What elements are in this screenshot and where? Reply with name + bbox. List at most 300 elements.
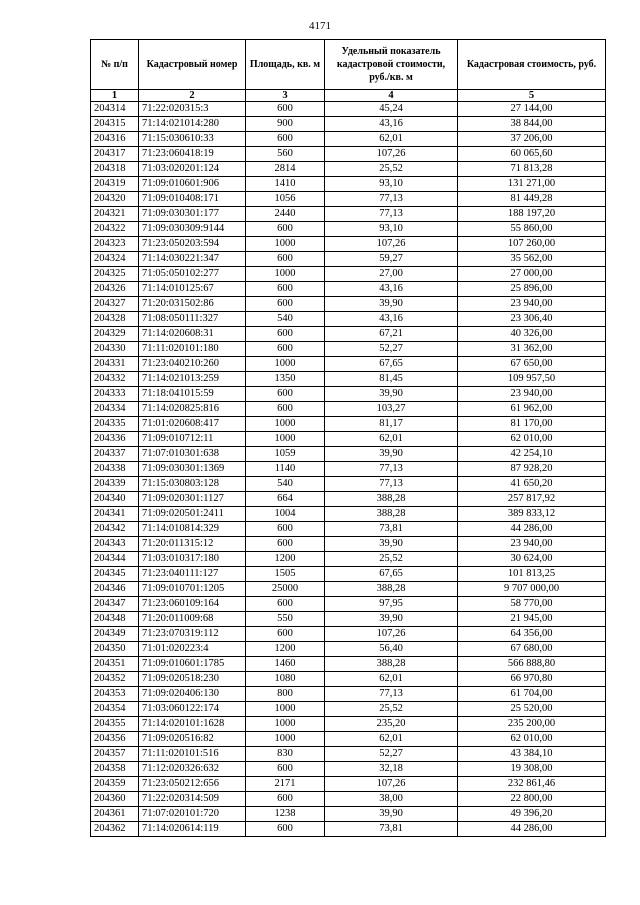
cadastral-cost-cell: 43 384,10 xyxy=(458,747,606,762)
table-row xyxy=(91,102,606,117)
table-row xyxy=(91,627,606,642)
cadastral-cost-cell: 71 813,28 xyxy=(458,162,606,177)
cadastral-number-cell: 71:14:030221:347 xyxy=(139,252,246,267)
table-row xyxy=(91,492,606,507)
table-row xyxy=(91,402,606,417)
unit-rate-cell: 73,81 xyxy=(325,522,458,537)
cadastral-number-cell: 71:20:011315:12 xyxy=(139,537,246,552)
cadastral-cost-cell: 23 306,40 xyxy=(458,312,606,327)
cadastral-cost-cell: 66 970,80 xyxy=(458,672,606,687)
cadastral-number-cell: 71:09:020301:1127 xyxy=(139,492,246,507)
header-row-number: № п/п xyxy=(91,40,139,90)
row-number-cell: 204326 xyxy=(91,282,139,297)
unit-rate-cell: 39,90 xyxy=(325,447,458,462)
row-number-cell: 204346 xyxy=(91,582,139,597)
area-cell: 600 xyxy=(246,387,325,402)
cadastral-number-cell: 71:15:030803:128 xyxy=(139,477,246,492)
header-cadastral-cost: Кадастровая стоимость, руб. xyxy=(458,40,606,90)
area-cell: 1505 xyxy=(246,567,325,582)
table-row xyxy=(91,282,606,297)
cadastral-number-cell: 71:12:020326:632 xyxy=(139,762,246,777)
area-cell: 600 xyxy=(246,762,325,777)
cadastral-number-cell: 71:03:010317:180 xyxy=(139,552,246,567)
row-number-cell: 204338 xyxy=(91,462,139,477)
table-row xyxy=(91,582,606,597)
area-cell: 2440 xyxy=(246,207,325,222)
cadastral-number-cell: 71:14:020825:816 xyxy=(139,402,246,417)
cadastral-cost-cell: 188 197,20 xyxy=(458,207,606,222)
row-number-cell: 204329 xyxy=(91,327,139,342)
column-number-row xyxy=(91,90,606,102)
row-number-cell: 204330 xyxy=(91,342,139,357)
cadastral-number-cell: 71:23:060109:164 xyxy=(139,597,246,612)
cadastral-number-cell: 71:20:031502:86 xyxy=(139,297,246,312)
table-row xyxy=(91,537,606,552)
cadastral-number-cell: 71:15:030610:33 xyxy=(139,132,246,147)
row-number-cell: 204357 xyxy=(91,747,139,762)
cadastral-number-cell: 71:23:050203:594 xyxy=(139,237,246,252)
cadastral-cost-cell: 232 861,46 xyxy=(458,777,606,792)
row-number-cell: 204339 xyxy=(91,477,139,492)
unit-rate-cell: 52,27 xyxy=(325,342,458,357)
cadastral-cost-cell: 23 940,00 xyxy=(458,297,606,312)
row-number-cell: 204333 xyxy=(91,387,139,402)
unit-rate-cell: 235,20 xyxy=(325,717,458,732)
row-number-cell: 204324 xyxy=(91,252,139,267)
row-number-cell: 204317 xyxy=(91,147,139,162)
unit-rate-cell: 39,90 xyxy=(325,537,458,552)
cadastral-number-cell: 71:18:041015:59 xyxy=(139,387,246,402)
unit-rate-cell: 39,90 xyxy=(325,807,458,822)
cadastral-cost-cell: 62 010,00 xyxy=(458,732,606,747)
cadastral-cost-cell: 22 800,00 xyxy=(458,792,606,807)
unit-rate-cell: 107,26 xyxy=(325,147,458,162)
cadastral-cost-cell: 30 624,00 xyxy=(458,552,606,567)
table-row xyxy=(91,717,606,732)
header-cadastral-number: Кадастровый номер xyxy=(139,40,246,90)
unit-rate-cell: 67,65 xyxy=(325,567,458,582)
table-row xyxy=(91,777,606,792)
row-number-cell: 204334 xyxy=(91,402,139,417)
cadastral-number-cell: 71:14:021013:259 xyxy=(139,372,246,387)
cadastral-cost-cell: 40 326,00 xyxy=(458,327,606,342)
area-cell: 1200 xyxy=(246,552,325,567)
unit-rate-cell: 388,28 xyxy=(325,507,458,522)
cadastral-cost-cell: 62 010,00 xyxy=(458,432,606,447)
cadastral-cost-cell: 566 888,80 xyxy=(458,657,606,672)
area-cell: 1140 xyxy=(246,462,325,477)
row-number-cell: 204318 xyxy=(91,162,139,177)
cadastral-cost-cell: 81 170,00 xyxy=(458,417,606,432)
header-unit-rate: Удельный показатель кадастровой стоимости, руб./кв. м xyxy=(325,40,458,90)
unit-rate-cell: 56,40 xyxy=(325,642,458,657)
area-cell: 600 xyxy=(246,537,325,552)
header-area: Площадь, кв. м xyxy=(246,40,325,90)
row-number-cell: 204337 xyxy=(91,447,139,462)
unit-rate-cell: 25,52 xyxy=(325,702,458,717)
cadastral-cost-cell: 101 813,25 xyxy=(458,567,606,582)
area-cell: 1000 xyxy=(246,702,325,717)
table-row xyxy=(91,732,606,747)
cadastral-cost-cell: 23 940,00 xyxy=(458,387,606,402)
row-number-cell: 204345 xyxy=(91,567,139,582)
cadastral-number-cell: 71:09:030301:1369 xyxy=(139,462,246,477)
cadastral-number-cell: 71:14:010814:329 xyxy=(139,522,246,537)
row-number-cell: 204336 xyxy=(91,432,139,447)
row-number-cell: 204361 xyxy=(91,807,139,822)
row-number-cell: 204316 xyxy=(91,132,139,147)
cadastral-number-cell: 71:14:010125:67 xyxy=(139,282,246,297)
row-number-cell: 204320 xyxy=(91,192,139,207)
table-row xyxy=(91,477,606,492)
table-row xyxy=(91,237,606,252)
column-number: 4 xyxy=(325,90,458,102)
row-number-cell: 204348 xyxy=(91,612,139,627)
area-cell: 600 xyxy=(246,402,325,417)
area-cell: 600 xyxy=(246,822,325,837)
row-number-cell: 204323 xyxy=(91,237,139,252)
unit-rate-cell: 39,90 xyxy=(325,387,458,402)
cadastral-cost-cell: 58 770,00 xyxy=(458,597,606,612)
area-cell: 600 xyxy=(246,342,325,357)
unit-rate-cell: 81,45 xyxy=(325,372,458,387)
unit-rate-cell: 43,16 xyxy=(325,282,458,297)
unit-rate-cell: 45,24 xyxy=(325,102,458,117)
table-row xyxy=(91,612,606,627)
cadastral-number-cell: 71:08:050111:327 xyxy=(139,312,246,327)
table-row xyxy=(91,342,606,357)
table-row xyxy=(91,567,606,582)
area-cell: 25000 xyxy=(246,582,325,597)
cadastral-number-cell: 71:09:010601:1785 xyxy=(139,657,246,672)
table-row xyxy=(91,117,606,132)
area-cell: 1004 xyxy=(246,507,325,522)
cadastral-number-cell: 71:05:050102:277 xyxy=(139,267,246,282)
cadastral-cost-cell: 61 704,00 xyxy=(458,687,606,702)
table-row xyxy=(91,597,606,612)
area-cell: 1000 xyxy=(246,267,325,282)
row-number-cell: 204315 xyxy=(91,117,139,132)
table-row xyxy=(91,177,606,192)
area-cell: 1000 xyxy=(246,717,325,732)
row-number-cell: 204349 xyxy=(91,627,139,642)
area-cell: 600 xyxy=(246,327,325,342)
row-number-cell: 204359 xyxy=(91,777,139,792)
row-number-cell: 204328 xyxy=(91,312,139,327)
cadastral-number-cell: 71:23:040111:127 xyxy=(139,567,246,582)
unit-rate-cell: 67,21 xyxy=(325,327,458,342)
unit-rate-cell: 107,26 xyxy=(325,627,458,642)
unit-rate-cell: 103,27 xyxy=(325,402,458,417)
table-row xyxy=(91,762,606,777)
column-number: 2 xyxy=(139,90,246,102)
table-row xyxy=(91,642,606,657)
area-cell: 540 xyxy=(246,477,325,492)
cadastral-number-cell: 71:03:020201:124 xyxy=(139,162,246,177)
area-cell: 600 xyxy=(246,252,325,267)
cadastral-cost-cell: 38 844,00 xyxy=(458,117,606,132)
cadastral-number-cell: 71:07:020101:720 xyxy=(139,807,246,822)
row-number-cell: 204358 xyxy=(91,762,139,777)
area-cell: 2814 xyxy=(246,162,325,177)
area-cell: 600 xyxy=(246,222,325,237)
row-number-cell: 204325 xyxy=(91,267,139,282)
unit-rate-cell: 39,90 xyxy=(325,612,458,627)
cadastral-cost-cell: 31 362,00 xyxy=(458,342,606,357)
cadastral-cost-cell: 389 833,12 xyxy=(458,507,606,522)
area-cell: 600 xyxy=(246,597,325,612)
cadastral-cost-cell: 27 000,00 xyxy=(458,267,606,282)
cadastral-number-cell: 71:09:030309:9144 xyxy=(139,222,246,237)
cadastral-number-cell: 71:11:020101:516 xyxy=(139,747,246,762)
cadastral-cost-cell: 23 940,00 xyxy=(458,537,606,552)
unit-rate-cell: 97,95 xyxy=(325,597,458,612)
cadastral-number-cell: 71:14:020101:1628 xyxy=(139,717,246,732)
cadastral-number-cell: 71:23:060418:19 xyxy=(139,147,246,162)
table-row xyxy=(91,147,606,162)
cadastral-cost-cell: 44 286,00 xyxy=(458,522,606,537)
cadastral-cost-cell: 87 928,20 xyxy=(458,462,606,477)
row-number-cell: 204352 xyxy=(91,672,139,687)
unit-rate-cell: 77,13 xyxy=(325,687,458,702)
unit-rate-cell: 62,01 xyxy=(325,432,458,447)
cadastral-number-cell: 71:11:020101:180 xyxy=(139,342,246,357)
row-number-cell: 204362 xyxy=(91,822,139,837)
row-number-cell: 204343 xyxy=(91,537,139,552)
cadastral-cost-cell: 81 449,28 xyxy=(458,192,606,207)
cadastral-cost-cell: 67 650,00 xyxy=(458,357,606,372)
cadastral-cost-cell: 235 200,00 xyxy=(458,717,606,732)
cadastral-number-cell: 71:09:020516:82 xyxy=(139,732,246,747)
area-cell: 1238 xyxy=(246,807,325,822)
cadastral-number-cell: 71:07:010301:638 xyxy=(139,447,246,462)
cadastral-cost-cell: 107 260,00 xyxy=(458,237,606,252)
cadastral-cost-cell: 109 957,50 xyxy=(458,372,606,387)
row-number-cell: 204322 xyxy=(91,222,139,237)
table-row xyxy=(91,462,606,477)
cadastral-number-cell: 71:01:020223:4 xyxy=(139,642,246,657)
area-cell: 2171 xyxy=(246,777,325,792)
row-number-cell: 204342 xyxy=(91,522,139,537)
cadastral-cost-cell: 131 271,00 xyxy=(458,177,606,192)
row-number-cell: 204354 xyxy=(91,702,139,717)
area-cell: 1080 xyxy=(246,672,325,687)
area-cell: 1200 xyxy=(246,642,325,657)
page-number: 4171 xyxy=(309,20,331,32)
cadastral-number-cell: 71:01:020608:417 xyxy=(139,417,246,432)
table-row xyxy=(91,672,606,687)
cadastral-number-cell: 71:09:030301:177 xyxy=(139,207,246,222)
cadastral-number-cell: 71:14:020608:31 xyxy=(139,327,246,342)
table-row xyxy=(91,702,606,717)
unit-rate-cell: 25,52 xyxy=(325,552,458,567)
table-row xyxy=(91,417,606,432)
table-row xyxy=(91,522,606,537)
cadastral-number-cell: 71:23:040210:260 xyxy=(139,357,246,372)
cadastral-cost-cell: 64 356,00 xyxy=(458,627,606,642)
unit-rate-cell: 62,01 xyxy=(325,132,458,147)
unit-rate-cell: 77,13 xyxy=(325,462,458,477)
cadastral-cost-cell: 67 680,00 xyxy=(458,642,606,657)
area-cell: 1000 xyxy=(246,237,325,252)
table-row xyxy=(91,162,606,177)
area-cell: 1000 xyxy=(246,417,325,432)
cadastral-cost-cell: 25 520,00 xyxy=(458,702,606,717)
table-row xyxy=(91,312,606,327)
cadastral-number-cell: 71:09:010712:11 xyxy=(139,432,246,447)
unit-rate-cell: 43,16 xyxy=(325,117,458,132)
area-cell: 830 xyxy=(246,747,325,762)
cadastral-number-cell: 71:09:020518:230 xyxy=(139,672,246,687)
unit-rate-cell: 59,27 xyxy=(325,252,458,267)
area-cell: 600 xyxy=(246,522,325,537)
table-row xyxy=(91,507,606,522)
area-cell: 900 xyxy=(246,117,325,132)
table-row xyxy=(91,252,606,267)
row-number-cell: 204356 xyxy=(91,732,139,747)
area-cell: 600 xyxy=(246,792,325,807)
table-row xyxy=(91,222,606,237)
cadastral-cost-cell: 55 860,00 xyxy=(458,222,606,237)
area-cell: 540 xyxy=(246,312,325,327)
row-number-cell: 204344 xyxy=(91,552,139,567)
area-cell: 600 xyxy=(246,102,325,117)
cadastral-number-cell: 71:22:020315:3 xyxy=(139,102,246,117)
table-row xyxy=(91,792,606,807)
table-row xyxy=(91,387,606,402)
unit-rate-cell: 81,17 xyxy=(325,417,458,432)
cadastral-cost-cell: 41 650,20 xyxy=(458,477,606,492)
area-cell: 1000 xyxy=(246,732,325,747)
area-cell: 1350 xyxy=(246,372,325,387)
row-number-cell: 204314 xyxy=(91,102,139,117)
cadastral-number-cell: 71:09:010701:1205 xyxy=(139,582,246,597)
row-number-cell: 204332 xyxy=(91,372,139,387)
table-row xyxy=(91,372,606,387)
cadastral-cost-cell: 25 896,00 xyxy=(458,282,606,297)
cadastral-cost-cell: 60 065,60 xyxy=(458,147,606,162)
area-cell: 560 xyxy=(246,147,325,162)
area-cell: 664 xyxy=(246,492,325,507)
cadastral-cost-cell: 37 206,00 xyxy=(458,132,606,147)
cadastral-number-cell: 71:09:010601:906 xyxy=(139,177,246,192)
row-number-cell: 204355 xyxy=(91,717,139,732)
cadastral-number-cell: 71:09:010408:171 xyxy=(139,192,246,207)
row-number-cell: 204347 xyxy=(91,597,139,612)
table-row xyxy=(91,552,606,567)
table-row xyxy=(91,447,606,462)
cadastral-cost-cell: 42 254,10 xyxy=(458,447,606,462)
table-row xyxy=(91,657,606,672)
cadastral-cost-cell: 257 817,92 xyxy=(458,492,606,507)
cadastral-number-cell: 71:09:020406:130 xyxy=(139,687,246,702)
header-row xyxy=(91,40,606,90)
table-row xyxy=(91,687,606,702)
row-number-cell: 204341 xyxy=(91,507,139,522)
table-row xyxy=(91,267,606,282)
column-number: 3 xyxy=(246,90,325,102)
table-row xyxy=(91,132,606,147)
unit-rate-cell: 388,28 xyxy=(325,582,458,597)
row-number-cell: 204327 xyxy=(91,297,139,312)
unit-rate-cell: 39,90 xyxy=(325,297,458,312)
table-body xyxy=(91,102,606,837)
unit-rate-cell: 27,00 xyxy=(325,267,458,282)
cadastral-number-cell: 71:03:060122:174 xyxy=(139,702,246,717)
unit-rate-cell: 93,10 xyxy=(325,177,458,192)
unit-rate-cell: 62,01 xyxy=(325,732,458,747)
table-row xyxy=(91,357,606,372)
area-cell: 800 xyxy=(246,687,325,702)
cadastral-table xyxy=(90,39,606,837)
unit-rate-cell: 32,18 xyxy=(325,762,458,777)
cadastral-cost-cell: 27 144,00 xyxy=(458,102,606,117)
table-row xyxy=(91,192,606,207)
unit-rate-cell: 388,28 xyxy=(325,657,458,672)
cadastral-number-cell: 71:23:070319:112 xyxy=(139,627,246,642)
cadastral-cost-cell: 61 962,00 xyxy=(458,402,606,417)
area-cell: 1410 xyxy=(246,177,325,192)
cadastral-cost-cell: 44 286,00 xyxy=(458,822,606,837)
table-row xyxy=(91,807,606,822)
column-number: 1 xyxy=(91,90,139,102)
row-number-cell: 204340 xyxy=(91,492,139,507)
table-row xyxy=(91,297,606,312)
area-cell: 600 xyxy=(246,627,325,642)
area-cell: 1059 xyxy=(246,447,325,462)
table-row xyxy=(91,327,606,342)
area-cell: 600 xyxy=(246,132,325,147)
unit-rate-cell: 77,13 xyxy=(325,477,458,492)
cadastral-cost-cell: 9 707 000,00 xyxy=(458,582,606,597)
row-number-cell: 204350 xyxy=(91,642,139,657)
area-cell: 550 xyxy=(246,612,325,627)
area-cell: 1460 xyxy=(246,657,325,672)
unit-rate-cell: 93,10 xyxy=(325,222,458,237)
unit-rate-cell: 73,81 xyxy=(325,822,458,837)
unit-rate-cell: 43,16 xyxy=(325,312,458,327)
table-row xyxy=(91,432,606,447)
area-cell: 1056 xyxy=(246,192,325,207)
row-number-cell: 204351 xyxy=(91,657,139,672)
cadastral-number-cell: 71:22:020314:509 xyxy=(139,792,246,807)
unit-rate-cell: 67,65 xyxy=(325,357,458,372)
unit-rate-cell: 52,27 xyxy=(325,747,458,762)
unit-rate-cell: 62,01 xyxy=(325,672,458,687)
area-cell: 1000 xyxy=(246,357,325,372)
area-cell: 1000 xyxy=(246,432,325,447)
row-number-cell: 204319 xyxy=(91,177,139,192)
cadastral-number-cell: 71:14:020614:119 xyxy=(139,822,246,837)
unit-rate-cell: 107,26 xyxy=(325,777,458,792)
area-cell: 600 xyxy=(246,282,325,297)
cadastral-cost-cell: 19 308,00 xyxy=(458,762,606,777)
cadastral-number-cell: 71:23:050212:656 xyxy=(139,777,246,792)
area-cell: 600 xyxy=(246,297,325,312)
cadastral-cost-cell: 21 945,00 xyxy=(458,612,606,627)
unit-rate-cell: 77,13 xyxy=(325,207,458,222)
unit-rate-cell: 107,26 xyxy=(325,237,458,252)
table-row xyxy=(91,747,606,762)
cadastral-number-cell: 71:14:021014:280 xyxy=(139,117,246,132)
cadastral-number-cell: 71:09:020501:2411 xyxy=(139,507,246,522)
row-number-cell: 204360 xyxy=(91,792,139,807)
row-number-cell: 204335 xyxy=(91,417,139,432)
unit-rate-cell: 25,52 xyxy=(325,162,458,177)
row-number-cell: 204331 xyxy=(91,357,139,372)
table-row xyxy=(91,822,606,837)
row-number-cell: 204321 xyxy=(91,207,139,222)
